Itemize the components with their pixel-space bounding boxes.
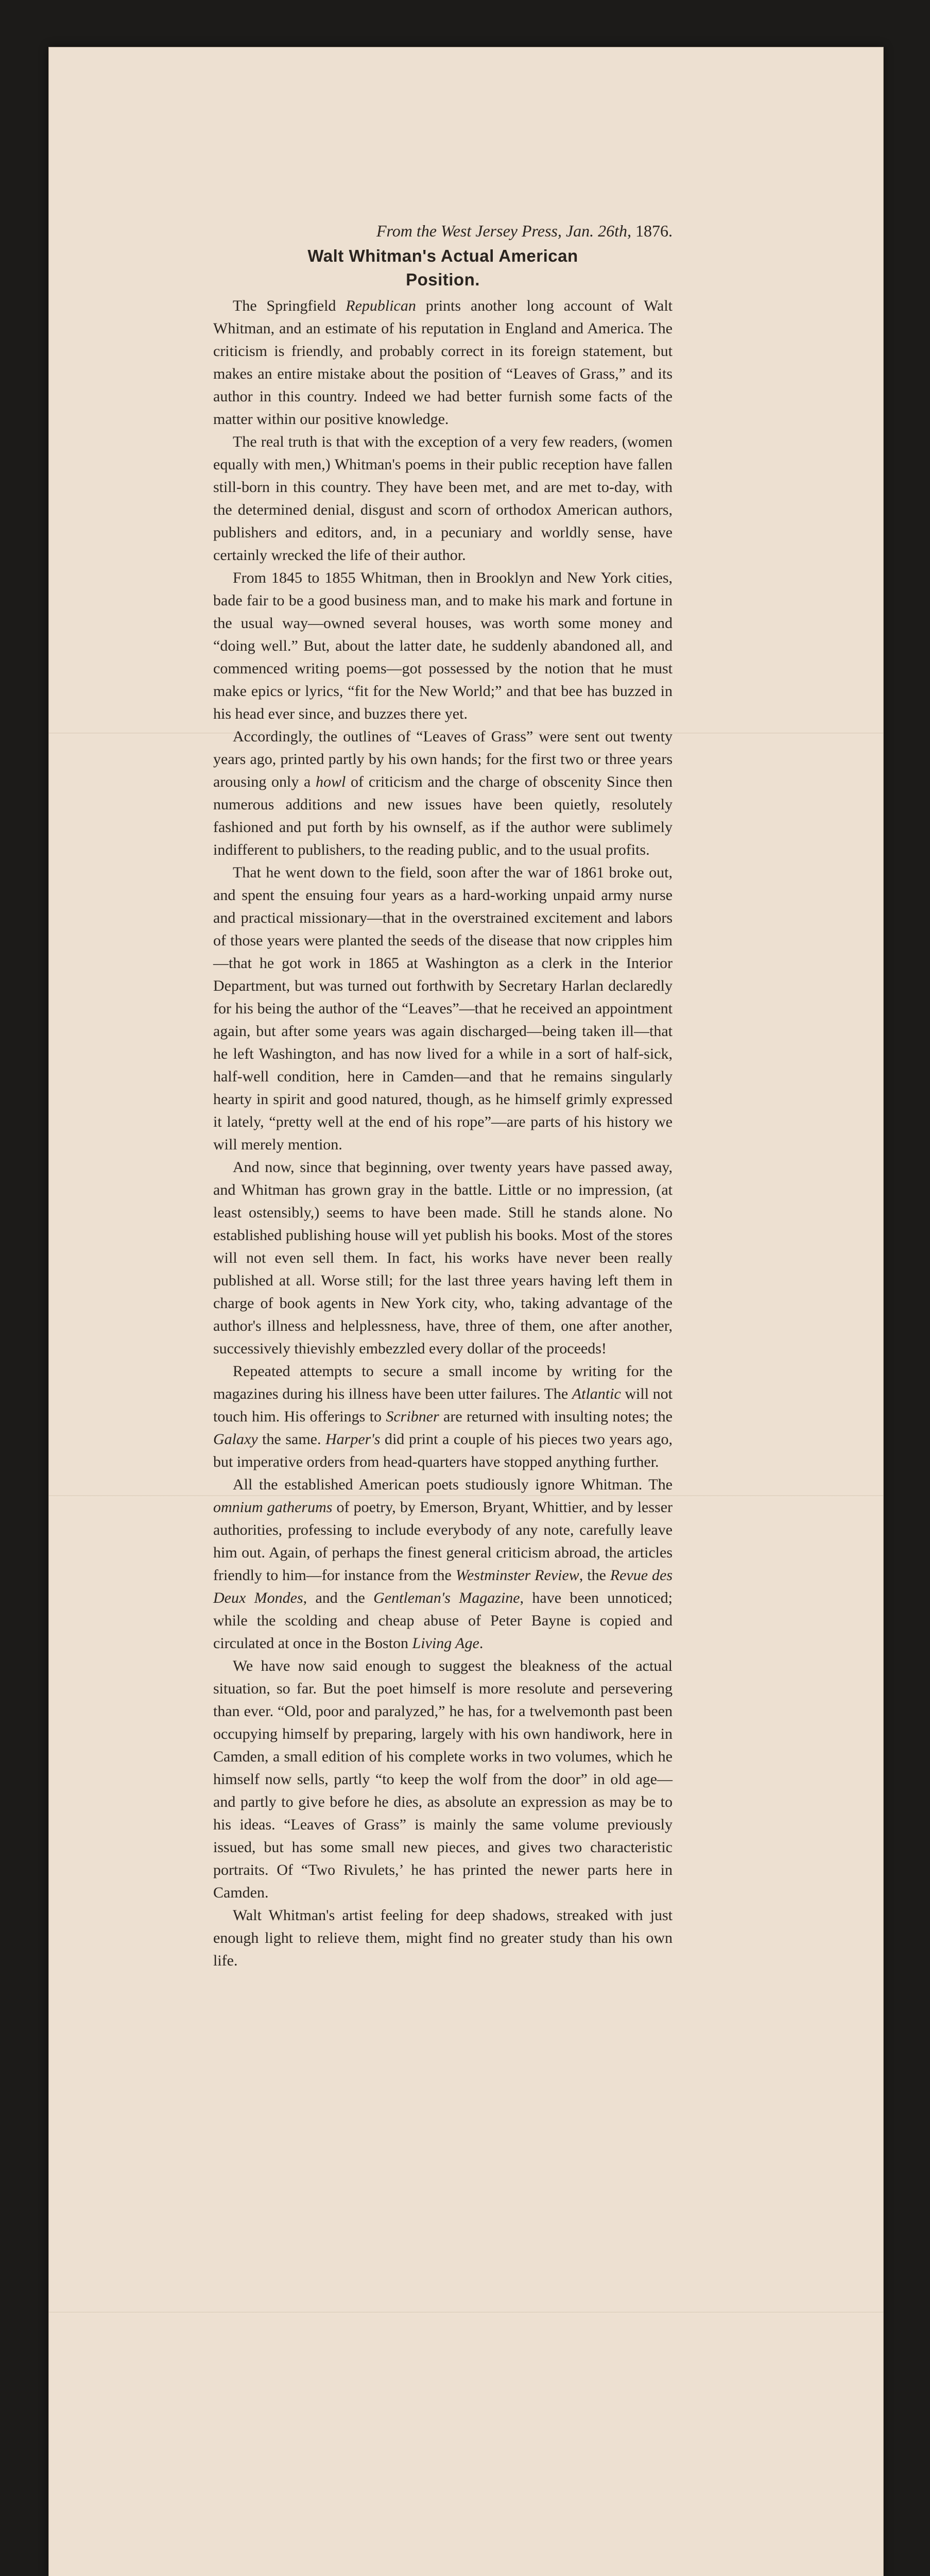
article-paragraph bbox=[213, 295, 673, 431]
italic-title-text: howl bbox=[316, 773, 346, 790]
paragraph-text: of criticism and the charge of obscenity Since then numerous additions and new issues have been quietly, resolutely fashioned and put forth by his ownself, as if the author were sublimely indifferent to publishers, to the reading public, and to the usual profits. bbox=[213, 773, 673, 858]
paragraph-text: prints another long account of Walt Whitman, and an estimate of his reputation in England and America. The criticism is friendly, and probably correct in its foreign statement, but makes an entire mistake about the position of “Leaves of Grass,” and its author in this country. Indeed we had better furnish some facts of the matter within our positive knowledge. bbox=[213, 297, 673, 428]
paragraph-text: And now, since that beginning, over twenty years have passed away, and Whitman has grown gray in the battle. Little or no impression, (at least ostensibly,) seems to have been made. Still he stands alone. No established publishing house will yet publish his books. Most of the stores will not even sell them. In fact, his works have never been really published at all. Worse still; for the last three years having left them in charge of book agents in New York city, who, taking advantage of the author's illness and helplessness, have, three of them, one after another, successively thievishly embezzled every dollar of the proceeds! bbox=[213, 1159, 673, 1357]
italic-title-text: Scribner bbox=[386, 1408, 439, 1425]
article-paragraph bbox=[213, 1156, 673, 1360]
headline-line-2: Position. bbox=[406, 270, 480, 289]
source-line bbox=[213, 221, 673, 241]
article-body bbox=[213, 295, 673, 1972]
italic-title-text: Galaxy bbox=[213, 1431, 258, 1448]
paragraph-text: The Springfield bbox=[233, 297, 346, 314]
newspaper-clipping bbox=[213, 221, 673, 1972]
article-paragraph bbox=[213, 567, 673, 725]
paragraph-text: of poetry, by Emerson, Bryant, Whittier, and by lesser authorities, professing to include everybody of any note, carefully leave him out. Again, of perhaps the finest general criticism abroad, the articles friendly to him—for instance from the bbox=[213, 1499, 673, 1584]
article-paragraph bbox=[213, 1473, 673, 1655]
italic-title-text: Living Age bbox=[412, 1635, 479, 1652]
article-paragraph bbox=[213, 861, 673, 1156]
paragraph-text: , have been unnoticed; while the scolding and cheap abuse of Peter Bayne is copied and circulated at once in the Boston bbox=[213, 1589, 673, 1652]
paragraph-text: are returned with insulting notes; the bbox=[439, 1408, 673, 1425]
article-paragraph bbox=[213, 1655, 673, 1904]
headline bbox=[213, 244, 673, 292]
paragraph-text: That he went down to the field, soon after the war of 1861 broke out, and spent the ensuing four years as a hard-working unpaid army nurse and practical missionary—that in the overstrained excitement and labors of those years were planted the seeds of the disease that now cripples him—that he got work in 1865 at Washington as a clerk in the Interior Department, but was turned out forthwith by Secretary Harlan declaredly for his being the author of the “Leaves”—that he received an appointment again, but after some years was again discharged—being taken ill—that he left Washington, and has now lived for a while in a sort of half-sick, half-well condition, here in Camden—and that he remains singularly hearty in spirit and good natured, though, as he himself grimly expressed it lately, “pretty well at the end of his rope”—are parts of his history we will merely mention. bbox=[213, 864, 673, 1153]
italic-title-text: Westminster Review bbox=[455, 1567, 579, 1584]
paragraph-text: The real truth is that with the exception of a very few readers, (women equally with men,) Whitman's poems in their public reception have fallen still-born in this country. They have been met, and are met to-day, with the determined denial, disgust and scorn of orthodox American authors, publishers and editors, and, in a pecuniary and worldly sense, have certainly wrecked the life of their author. bbox=[213, 433, 673, 564]
italic-title-text: Atlantic bbox=[572, 1385, 621, 1402]
paragraph-text: , and the bbox=[303, 1589, 374, 1606]
paragraph-text: will not touch him. His offerings to bbox=[213, 1385, 673, 1425]
headline-line-1: Walt Whitman's Actual American bbox=[307, 246, 578, 265]
italic-title-text: Revue des Deux Mondes bbox=[213, 1567, 673, 1606]
paragraph-text: All the established American poets studiously ignore Whitman. The bbox=[233, 1476, 673, 1493]
paragraph-text: the same. bbox=[257, 1431, 326, 1448]
paragraph-text: From 1845 to 1855 Whitman, then in Brooklyn and New York cities, bade fair to be a good business man, and to make his mark and fortune in the usual way—owned several houses, was worth some money and “doing well.” But, about the latter date, he suddenly abandoned all, and commenced writing poems—got possessed by the notion that he must make epics or lyrics, “fit for the New World;” and that bee has buzzed in his head ever since, and buzzes there yet. bbox=[213, 569, 673, 722]
article-paragraph bbox=[213, 431, 673, 567]
source-year: 1876. bbox=[635, 222, 673, 240]
article-paragraph bbox=[213, 1360, 673, 1473]
paragraph-text: Repeated attempts to secure a small income by writing for the magazines during his illness have been utter failures. The bbox=[213, 1363, 673, 1402]
article-paragraph bbox=[213, 725, 673, 861]
paragraph-text: , the bbox=[579, 1567, 610, 1584]
paragraph-text: did print a couple of his pieces two years ago, but imperative orders from head-quarters have stopped anything further. bbox=[213, 1431, 673, 1470]
paragraph-text: We have now said enough to suggest the bleakness of the actual situation, so far. But the poet himself is more resolute and persevering than ever. “Old, poor and paralyzed,” he has, for a twelvemonth past been occupying himself by preparing, largely with his own handiwork, here in Camden, a small edition of his complete works in two volumes, which he himself now sells, partly “to keep the wolf from the door” in old age—and partly to give before he dies, as absolute an expression as may be to his ideas. “Leaves of Grass” is mainly the same volume previously issued, but has some small new pieces, and gives two characteristic portraits. Of “Two Rivulets,’ he has printed the newer parts here in Camden. bbox=[213, 1657, 673, 1901]
italic-title-text: Harper's bbox=[325, 1431, 381, 1448]
italic-title-text: Republican bbox=[346, 297, 416, 314]
paragraph-text: . bbox=[479, 1635, 484, 1652]
italic-title-text: Gentleman's Magazine bbox=[373, 1589, 520, 1606]
paragraph-text: Walt Whitman's artist feeling for deep shadows, streaked with just enough light to relieve them, might find no greater study than his own life. bbox=[213, 1907, 673, 1969]
paper-fold-line bbox=[49, 2312, 883, 2314]
paragraph-text: Accordingly, the outlines of “Leaves of Grass” were sent out twenty years ago, printed partly by his own hands; for the first two or three years arousing only a bbox=[213, 728, 673, 790]
italic-title-text: omnium gatherums bbox=[213, 1499, 333, 1516]
article-paragraph bbox=[213, 1904, 673, 1972]
source-text: From the West Jersey Press, Jan. 26th, bbox=[376, 222, 631, 240]
